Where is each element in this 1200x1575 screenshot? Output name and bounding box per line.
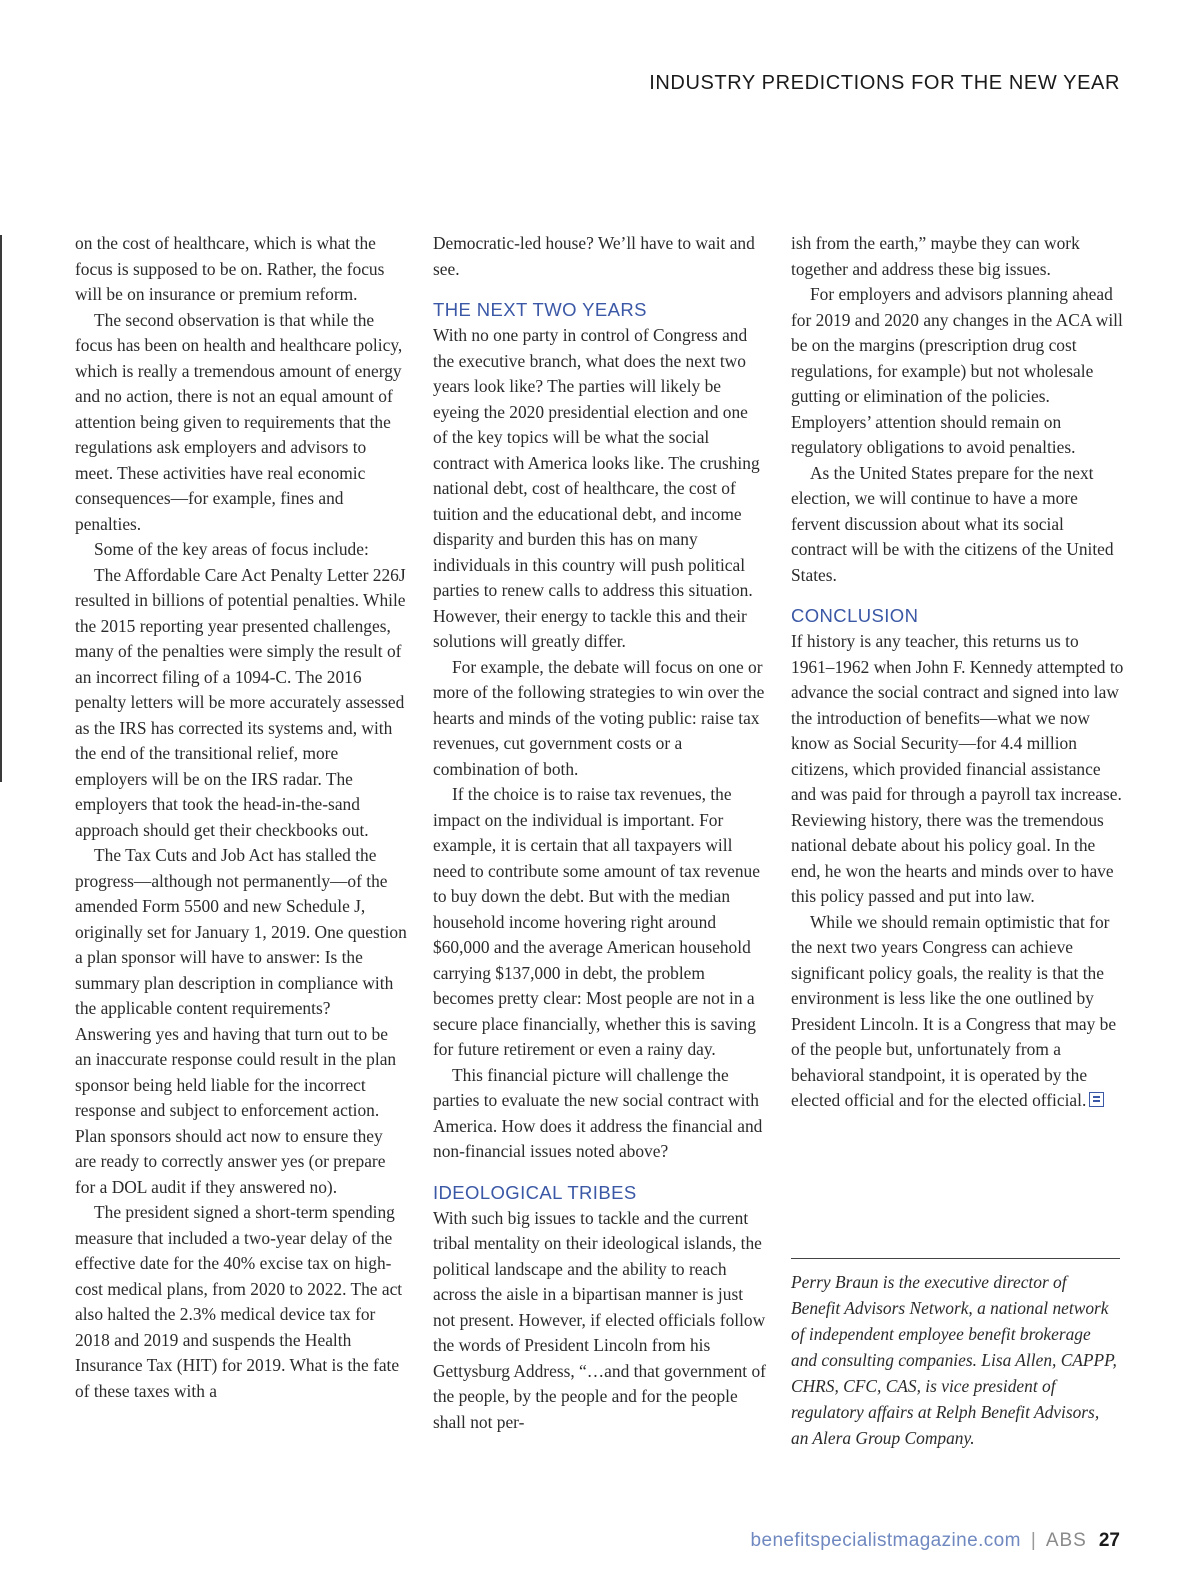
section-heading-ideological-tribes: IDEOLOGICAL TRIBES bbox=[433, 1181, 637, 1203]
paragraph: ish from the earth,” maybe they can work together and address these big issues. bbox=[791, 233, 1080, 279]
article-column-1 bbox=[75, 231, 408, 1404]
paragraph: The second observation is that while the focus has been on health and healthcare policy, which is really a tremendous amount of energy and no action, there is not an equal amount of attention being given to requirements that the regulations ask employers and advisors to meet. These activities have real economic consequences—for example, fines and penalties. bbox=[75, 309, 403, 534]
end-of-article-icon bbox=[1089, 1092, 1104, 1107]
footer-separator: | bbox=[1030, 1530, 1036, 1551]
article-column-2 bbox=[433, 231, 766, 1435]
paragraph: Some of the key areas of focus include: bbox=[94, 539, 369, 559]
paragraph: This financial picture will challenge the parties to evaluate the new social contract with America. How does it address the financial and non-financial issues noted above? bbox=[433, 1064, 763, 1161]
paragraph: If the choice is to raise tax revenues, the impact on the individual is important. For example, it is certain that all taxpayers will need to contribute some amount of tax revenue to buy down the debt. But with the median household income hovering right around $60,000 and the average American household carrying $137,000 in debt, the problem becomes pretty clear: Most people are not in a secure place financially, whether this is saving for future retirement or even a rainy day. bbox=[433, 784, 760, 1059]
footer-website: benefitspecialistmagazine.com bbox=[750, 1530, 1021, 1551]
paragraph: With no one party in control of Congress and the executive branch, what does the next two years look like? The parties will likely be eyeing the 2020 presidential election and one of the key topics will be what the social contract with America looks like. The crushing national debt, cost of healthcare, the cost of tuition and the educational debt, and income disparity and burden this has on many individuals in this country will push political parties to renew calls to address this situation. However, their energy to tackle this and their solutions will greatly differ. bbox=[433, 325, 760, 651]
page-number: 27 bbox=[1098, 1530, 1120, 1551]
paragraph: With such big issues to tackle and the current tribal mentality on their ideological islands, the political landscape and the ability to reach across the aisle in a bipartisan manner is just not present. However, if elected officials follow the words of President Lincoln from his Gettysburg Address, “…and that government of the people, by the people and for the people shall not per- bbox=[433, 1207, 766, 1432]
paragraph: As the United States prepare for the next election, we will continue to have a more fervent discussion about what its social contract will be with the citizens of the United States. bbox=[791, 462, 1114, 585]
section-heading-conclusion: CONCLUSION bbox=[791, 605, 919, 626]
article-column-3 bbox=[791, 231, 1124, 1114]
footer-publication: ABS bbox=[1045, 1530, 1087, 1551]
author-bio-text: Perry Braun is the executive director of Benefit Advisors Network, a national network of independent employee benefit brokerage and consulting companies. Lisa Allen, CAPPP, CHRS, CFC, CAS, is vice president of regulatory affairs at Relph Benefit Advisors, an Alera Group Company. bbox=[791, 1272, 1117, 1448]
paragraph: on the cost of healthcare, which is what the focus is supposed to be on. Rather, the focus will be on insurance or premium reform. bbox=[75, 233, 385, 304]
final-paragraph-text: While we should remain optimistic that for the next two years Congress can achieve significant policy goals, the reality is that the environment is less like the one outlined by President Lincoln. It is a Congress that may be of the people but, unfortunately from a behavioral standpoint, it is operated by the elected official and for the elected official. bbox=[791, 911, 1117, 1110]
running-header: INDUSTRY PREDICTIONS FOR THE NEW YEAR bbox=[649, 72, 1120, 94]
page-footer bbox=[751, 1530, 1120, 1552]
paragraph-final bbox=[791, 910, 1124, 1114]
paragraph: For example, the debate will focus on one or more of the following strategies to win over the hearts and minds of the voting public: raise tax revenues, cut government costs or a combination of both. bbox=[433, 656, 765, 779]
paragraph: The Tax Cuts and Job Act has stalled the progress—although not permanently—of the amended Form 5500 and new Schedule J, originally set for January 1, 2019. One question a plan sponsor will have to answer: Is the summary plan description in compliance with the applicable content requirements? Answering yes and having that turn out to be an inaccurate response could result in the plan sponsor being held liable for the incorrect response and subject to enforcement action. Plan sponsors should act now to ensure they are ready to correctly answer yes (or prepare for a DOL audit if they answered no). bbox=[75, 845, 407, 1197]
paragraph: If history is any teacher, this returns us to 1961–1962 when John F. Kennedy attempted to advance the social contract and signed into law the introduction of benefits—what we now know as Social Security—for 4.4 million citizens, which provided financial assistance and was paid for through a payroll tax increase. Reviewing history, there was the tremendous national debate about his policy goal. In the end, he won the hearts and minds over to have this policy passed and put into law. bbox=[791, 631, 1124, 906]
paragraph: The president signed a short-term spending measure that included a two-year delay of the effective date for the 40% excise tax on high-cost medical plans, from 2020 to 2022. The act also halted the 2.3% medical device tax for 2018 and 2019 and suspends the Health Insurance Tax (HIT) for 2019. What is the fate of these taxes with a bbox=[75, 1202, 403, 1401]
section-heading-next-two-years: THE NEXT TWO YEARS bbox=[433, 299, 647, 320]
paragraph: The Affordable Care Act Penalty Letter 226J resulted in billions of potential penalties. While the 2015 reporting year presented challenges, many of the penalties were simply the result of an incorrect filing of a 1094-C. The 2016 penalty letters will be more accurately assessed as the IRS has corrected its systems and, with the end of the transitional relief, more employers will be on the IRS radar. The employers that took the head-in-the-sand approach should get their checkbooks out. bbox=[75, 564, 406, 840]
margin-rule bbox=[0, 235, 2, 782]
paragraph: Democratic-led house? We’ll have to wait and see. bbox=[433, 233, 755, 279]
paragraph: For employers and advisors planning ahead for 2019 and 2020 any changes in the ACA will be on the margins (prescription drug cost regulations, for example) but not wholesale gutting or elimination of the policies. Employers’ attention should remain on regulatory obligations to avoid penalties. bbox=[791, 284, 1123, 457]
author-bio bbox=[791, 1258, 1120, 1451]
